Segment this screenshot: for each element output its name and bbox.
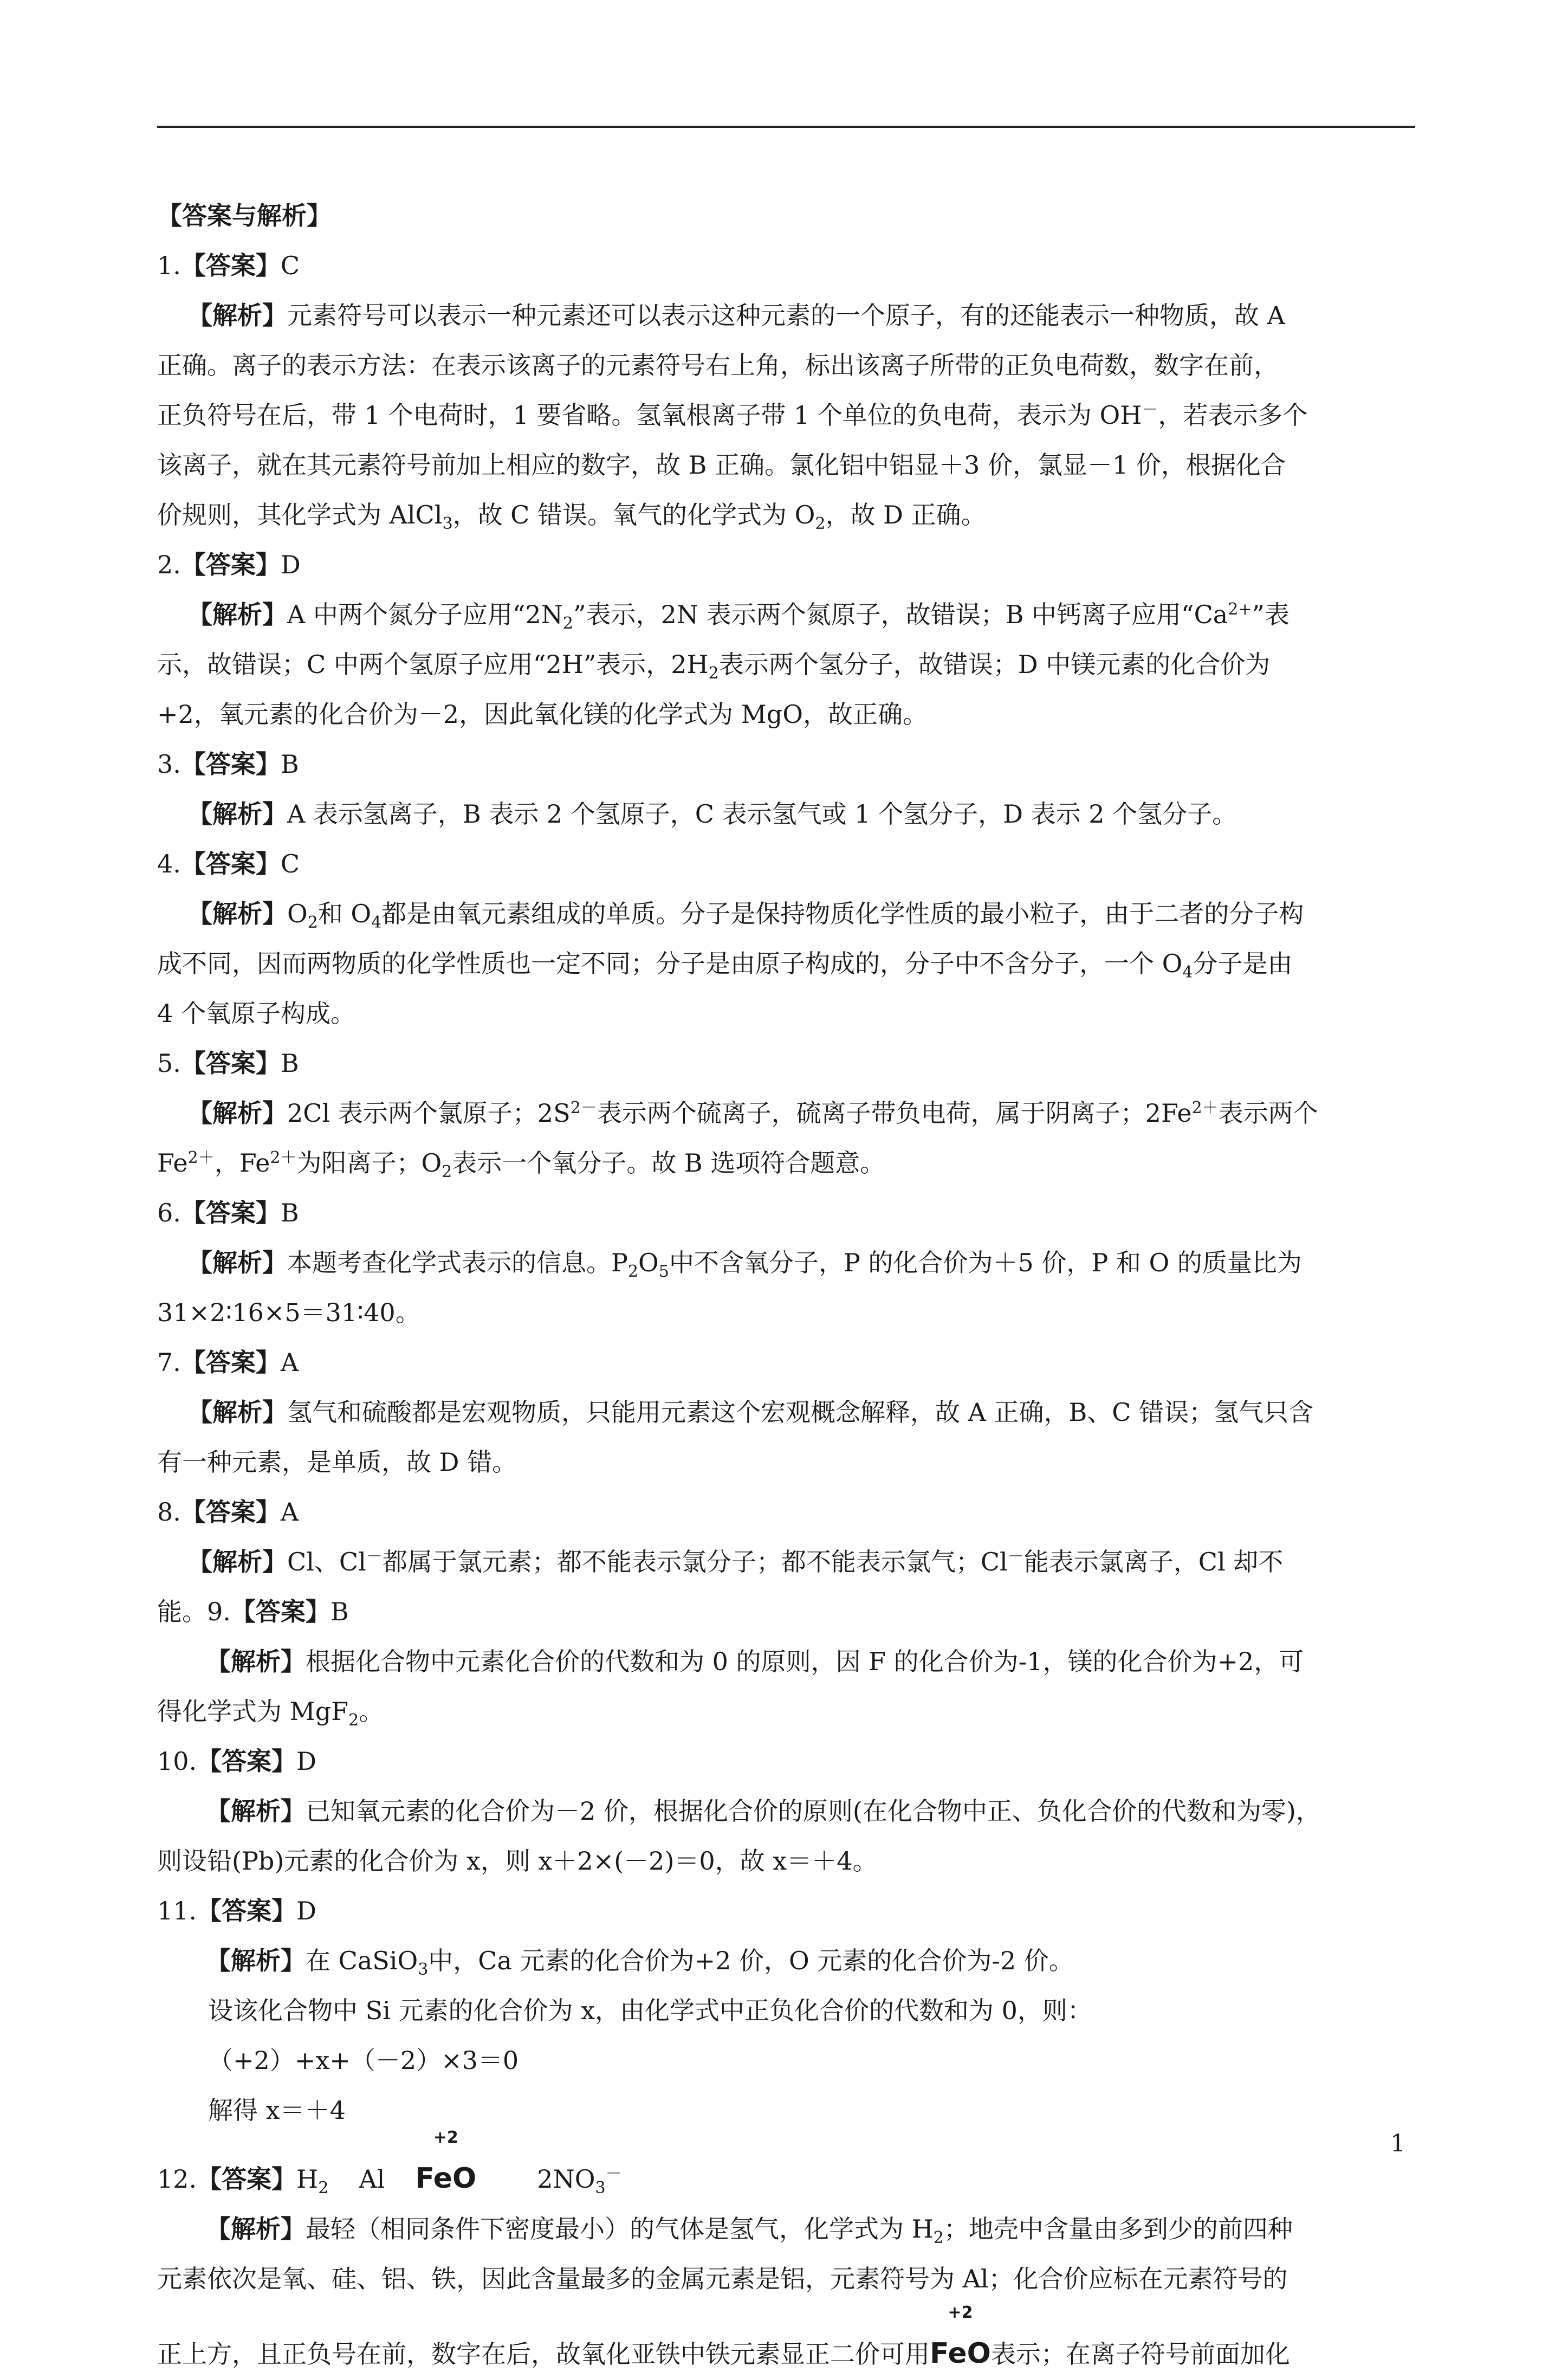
subscript: 2 [708,664,719,683]
solution-11-line: 设该化合物中 Si 元素的化合价为 x，由化学式中正负化合价的代数和为 0，则： [208,1996,1092,2025]
solution-6 [157,1238,1420,1288]
answer-number: 10. [157,1747,197,1776]
answer-number: 3. [157,749,181,779]
solution-text: Cl、Cl [287,1547,366,1576]
solution-text: 能。9. [157,1597,231,1626]
answer-value: B [280,1198,299,1227]
solution-4-line: 4 个氧原子构成。 [157,999,355,1028]
answer-label: 【答案】 [197,1747,297,1776]
answer-value: B [280,749,299,779]
solution-text: 价规则，其化学式为 AlCl [157,500,443,529]
solution-text: 表示两个 [1218,1098,1318,1128]
solution-text: 表示一个氧分子。故 B 选项符合题意。 [452,1148,885,1178]
valence-mark: +2 [948,2303,973,2322]
solution-label: 【解析】 [187,301,287,330]
solution-text: 为阳离子；O [296,1148,442,1178]
solution-text: 根据化合物中元素化合价的代数和为 0 的原则，因 F 的化合价为-1，镁的化合价为+2，可 [306,1647,1304,1676]
answer-value: B [280,1049,299,1078]
superscript: － [605,2164,622,2183]
solution-text: 都属于氯元素；都不能表示氯分子；都不能表示氯气；Cl [382,1547,1008,1576]
answer-label: 【答案】 [197,1896,297,1925]
answer-item: Al [359,2164,385,2194]
solution-11-equation: （+2）+x+（－2）×3＝0 [208,2046,519,2075]
solution-label: 【解析】 [206,1647,306,1676]
answer-label: 【答案】 [180,1049,281,1078]
solution-label: 【解析】 [187,600,287,629]
superscript: 2＋ [1191,1098,1219,1117]
solution-text: A 中两个氮分子应用“2N [287,600,563,629]
answer-label: 【答案】 [180,849,281,878]
solution-text: ；地壳中含量由多到少的前四种 [943,2214,1293,2244]
solution-10 [157,1786,1420,1836]
subscript: 2 [562,614,573,633]
solution-text: 正负符号在后，带 1 个电荷时，1 要省略。氢氧根离子带 1 个单位的负电荷，表示为 OH [157,400,1142,430]
answer-value: D [296,1747,317,1776]
solution-text: ，故 C 错误。氧气的化学式为 O [452,500,815,529]
solution-label: 【解析】 [187,1098,287,1128]
solution-2 [157,590,1420,639]
subscript: 4 [1182,963,1193,982]
superscript: － [1007,1547,1024,1566]
solution-label: 【解析】 [187,1398,287,1427]
solution-12 [157,2204,1420,2254]
answer-value: D [280,550,301,579]
answer-value: A [280,1497,299,1527]
solution-text: 能表示氯离子，Cl 却不 [1023,1547,1284,1576]
solution-label: 【解析】 [187,1547,287,1576]
solution-text: 。 [359,1697,384,1726]
solution-text: 2Cl 表示两个氯原子；2S [287,1098,571,1128]
answer-number: 2. [157,550,181,579]
subscript: 2 [442,1162,452,1181]
solution-text: ”表 [1252,600,1290,629]
answer-value: C [280,849,300,878]
superscript: 2+ [1228,600,1252,619]
answer-item: H [296,2164,319,2194]
solution-text: 成不同，因而两物质的化学性质也一定不同；分子是由原子构成的，分子中不含分子，一个 O [157,949,1183,978]
answer-value: D [296,1896,317,1925]
solution-7 [157,1387,1420,1437]
subscript: 2 [348,1711,359,1730]
solution-text: 正上方，且正负号在前，数字在后，故氧化亚铁中铁元素显正二价可用 [157,2339,930,2369]
document-body [157,191,1420,2379]
solution-9-line [157,1686,1420,1736]
solution-12-line: 元素依次是氧、硅、铝、铁，因此含量最多的金属元素是铝，元素符号为 Al；化合价应标在元素符号的 [157,2264,1288,2293]
answer-label: 【答案】 [180,550,281,579]
answer-4 [157,839,1420,889]
solution-11-result: 解得 x＝＋4 [208,2096,346,2125]
solution-text: 本题考查化学式表示的信息。P [287,1248,628,1277]
answer-8 [157,1487,1420,1537]
answer-item: 2NO [537,2164,595,2194]
solution-8-line [157,1587,1420,1637]
answer-number: 8. [157,1497,181,1527]
header-rule [157,126,1415,128]
subscript: 2 [318,2178,329,2197]
section-title: 【答案与解析】 [157,201,332,230]
valence-formula [415,2128,477,2203]
answer-1 [157,241,1420,290]
solution-1-line [157,390,1420,440]
answer-label: 【答案】 [180,1198,281,1227]
valence-formula [930,2303,991,2378]
solution-text: 中，Ca 元素的化合价为+2 价，O 元素的化合价为-2 价。 [428,1946,1074,1975]
answer-5 [157,1038,1420,1088]
answer-number: 6. [157,1198,181,1227]
subscript: 3 [442,514,453,533]
subscript: 4 [371,913,382,932]
answer-7 [157,1337,1420,1387]
valence-mark: +2 [433,2128,458,2147]
answer-number: 5. [157,1049,181,1078]
solution-11 [157,1936,1420,1986]
solution-2-line [157,639,1420,689]
solution-1-line: 正确。离子的表示方法：在表示该离子的元素符号右上角，标出该离子所带的正负电荷数，数字在前， [157,351,1279,380]
solution-text: 最轻（相同条件下密度最小）的气体是氢气，化学式为 H [306,2214,934,2244]
answer-6 [157,1188,1420,1238]
solution-text: 氢气和硫酸都是宏观物质，只能用元素这个宏观概念解释，故 A 正确，B、C 错误；氢气只含 [287,1398,1314,1427]
subscript: 2 [933,2228,944,2247]
solution-text: A 表示氢离子，B 表示 2 个氢原子，C 表示氢气或 1 个氢分子，D 表示 2 个氢分子。 [287,799,1237,829]
subscript: 3 [595,2178,606,2197]
solution-text: 在 CaSiO [306,1946,418,1975]
solution-text: 分子是由 [1193,949,1293,978]
answer-label: 【答案】 [180,1348,281,1377]
answer-2 [157,540,1420,590]
solution-label: 【解析】 [206,1796,306,1826]
solution-text: 表示两个硫离子，硫离子带负电荷，属于阴离子；2Fe [597,1098,1192,1128]
superscript: 2－ [570,1098,597,1117]
solution-text: 表示；在离子符号前面加化 [990,2339,1290,2369]
answer-11 [157,1886,1420,1936]
solution-text: ，Fe [214,1148,270,1178]
answer-number: 12. [157,2164,197,2194]
solution-3 [157,789,1420,839]
solution-text: 表示两个氢分子，故错误；D 中镁元素的化合价为 [718,650,1271,679]
solution-2-line: +2，氧元素的化合价为－2，因此氧化镁的化学式为 MgO，故正确。 [157,700,928,729]
subscript: 2 [307,913,318,932]
answer-3 [157,739,1420,789]
solution-text: O [638,1248,659,1277]
formula-text: FeO [415,2162,477,2195]
solution-text: ”表示，2N 表示两个氮原子，故错误；B 中钙离子应用“Ca [573,600,1228,629]
formula-text: FeO [930,2337,991,2370]
solution-text: 示，故错误；C 中两个氢原子应用“2H”表示，2H [157,650,709,679]
subscript: 5 [658,1262,669,1281]
solution-4 [157,889,1420,939]
solution-text: 已知氧元素的化合价为－2 价，根据化合价的原则(在化合物中正、负化合价的代数和为零)， [306,1796,1321,1826]
solution-text: O [287,899,308,928]
answer-value: B [330,1597,349,1626]
solution-1 [157,290,1420,340]
answer-number: 11. [157,1896,197,1925]
solution-text: 都是由氧元素组成的单质。分子是保持物质化学性质的最小粒子，由于二者的分子构 [381,899,1304,928]
solution-label: 【解析】 [206,2214,306,2244]
answer-number: 1. [157,251,181,280]
solution-text: 得化学式为 MgF [157,1697,349,1726]
solution-12-line [157,2303,1420,2379]
superscript: － [1142,400,1158,419]
solution-6-line: 31×2∶16×5＝31∶40。 [157,1298,420,1327]
solution-9 [157,1637,1420,1686]
answer-label: 【答案】 [180,251,281,280]
answer-value: A [280,1348,299,1377]
answer-value: C [280,251,300,280]
answer-label: 【答案】 [230,1597,331,1626]
solution-text: ，若表示多个 [1158,400,1308,430]
solution-8 [157,1537,1420,1587]
solution-5-line [157,1138,1420,1188]
solution-text: 元素符号可以表示一种元素还可以表示这种元素的一个原子，有的还能表示一种物质，故 A [287,301,1285,330]
solution-label: 【解析】 [187,1248,287,1277]
solution-text: Fe [157,1148,188,1178]
answer-number: 7. [157,1348,181,1377]
solution-text: 和 O [318,899,372,928]
superscript: 2＋ [187,1148,215,1167]
answer-number: 4. [157,849,181,878]
superscript: － [366,1547,383,1566]
solution-5 [157,1088,1420,1138]
solution-10-line: 则设铅(Pb)元素的化合价为 x，则 x＋2×(－2)＝0，故 x＝＋4。 [157,1846,878,1876]
solution-1-line [157,490,1420,540]
subscript: 2 [815,514,826,533]
solution-1-line: 该离子，就在其元素符号前加上相应的数字，故 B 正确。氯化铝中铝显＋3 价，氯显－1 价，根据化合 [157,450,1286,480]
solution-label: 【解析】 [187,799,287,829]
answer-label: 【答案】 [197,2164,297,2194]
solution-7-line: 有一种元素，是单质，故 D 错。 [157,1447,517,1477]
solution-text: ，故 D 正确。 [825,500,986,529]
subscript: 3 [418,1960,429,1979]
solution-label: 【解析】 [187,899,287,928]
solution-4-line [157,939,1420,988]
solution-text: 中不含氧分子，P 的化合价为＋5 价，P 和 O 的质量比为 [669,1248,1302,1277]
answer-10 [157,1736,1420,1786]
answer-label: 【答案】 [180,1497,281,1527]
answer-label: 【答案】 [180,749,281,779]
answer-12 [157,2128,1420,2204]
page-number: 1 [1390,2130,1405,2157]
subscript: 2 [627,1262,639,1281]
superscript: 2＋ [270,1148,297,1167]
solution-label: 【解析】 [206,1946,306,1975]
